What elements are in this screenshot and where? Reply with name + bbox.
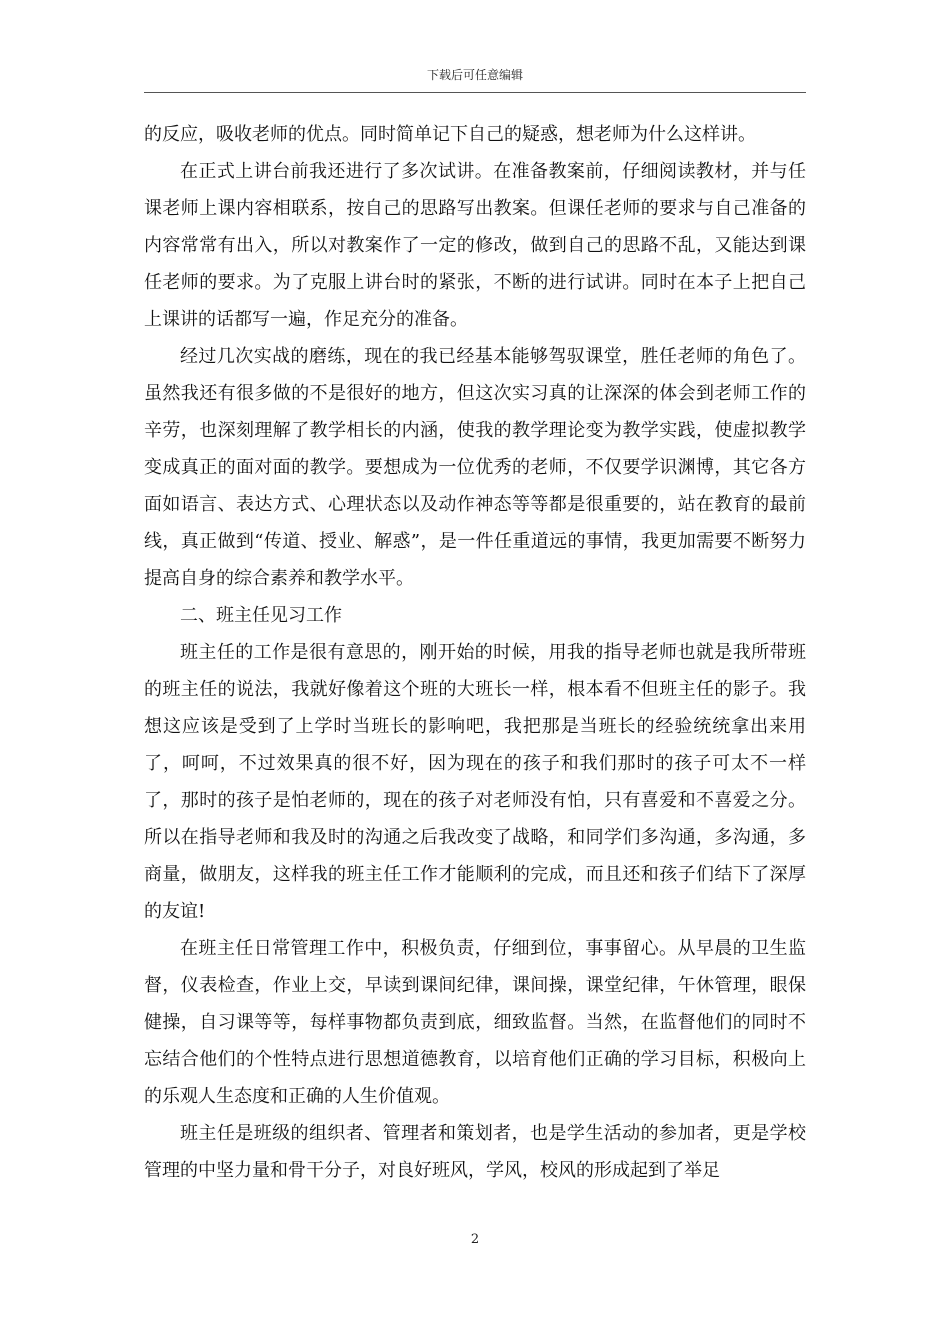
paragraph: 在正式上讲台前我还进行了多次试讲。在准备教案前，仔细阅读教材，并与任课老师上课内容相联系，按自己的思路写出教案。但课任老师的要求与自己准备的内容常常有出入，所以对教案作了一定的修改，做到自己的思路不乱，又能达到课任老师的要求。为了克服上讲台时的紧张，不断的进行试讲。同时在本子上把自己上课讲的话都写一遍，作足充分的准备。 bbox=[144, 161, 806, 330]
paragraph-continuation: 的反应，吸收老师的优点。同时简单记下自己的疑惑，想老师为什么这样讲。 bbox=[144, 124, 756, 145]
page-number: 2 bbox=[470, 1232, 480, 1247]
page-header: 下载后可任意编辑 bbox=[426, 68, 523, 82]
section-heading: 二、班主任见习工作 bbox=[180, 605, 342, 626]
header-divider bbox=[144, 92, 806, 93]
paragraph: 班主任的工作是很有意思的，刚开始的时候，用我的指导老师也就是我所带班的班主任的说法，我就好像着这个班的大班长一样，根本看不但班主任的影子。我想这应该是受到了上学时当班长的影响吧，我把那是当班长的经验统统拿出来用了，呵呵，不过效果真的很不好，因为现在的孩子和我们那时的孩子可太不一样了，那时的孩子是怕老师的，现在的孩子对老师没有怕，只有喜爱和不喜爱之分。所以在指导老师和我及时的沟通之后我改变了战略，和同学们多沟通，多沟通，多商量，做朋友，这样我的班主任工作才能顺利的完成，而且还和孩子们结下了深厚的友谊! bbox=[144, 642, 806, 922]
document-body bbox=[144, 116, 806, 1189]
paragraph: 班主任是班级的组织者、管理者和策划者，也是学生活动的参加者，更是学校管理的中坚力量和骨干分子，对良好班风，学风，校风的形成起到了举足 bbox=[144, 1123, 806, 1181]
paragraph: 在班主任日常管理工作中，积极负责，仔细到位，事事留心。从早晨的卫生监督，仪表检查，作业上交，早读到课间纪律，课间操，课堂纪律，午休管理，眼保健操，自习课等等，每样事物都负责到底，细致监督。当然，在监督他们的同时不忘结合他们的个性特点进行思想道德教育，以培育他们正确的学习目标，积极向上的乐观人生态度和正确的人生价值观。 bbox=[144, 938, 806, 1107]
paragraph: 经过几次实战的磨练，现在的我已经基本能够驾驭课堂，胜任老师的角色了。虽然我还有很多做的不是很好的地方，但这次实习真的让深深的体会到老师工作的辛劳，也深刻理解了教学相长的内涵，使我的教学理论变为教学实践，使虚拟教学变成真正的面对面的教学。要想成为一位优秀的老师，不仅要学识渊博，其它各方面如语言、表达方式、心理状态以及动作神态等等都是很重要的，站在教育的最前线，真正做到“传道、授业、解惑”，是一件任重道远的事情，我更加需要不断努力提高自身的综合素养和教学水平。 bbox=[144, 346, 806, 589]
